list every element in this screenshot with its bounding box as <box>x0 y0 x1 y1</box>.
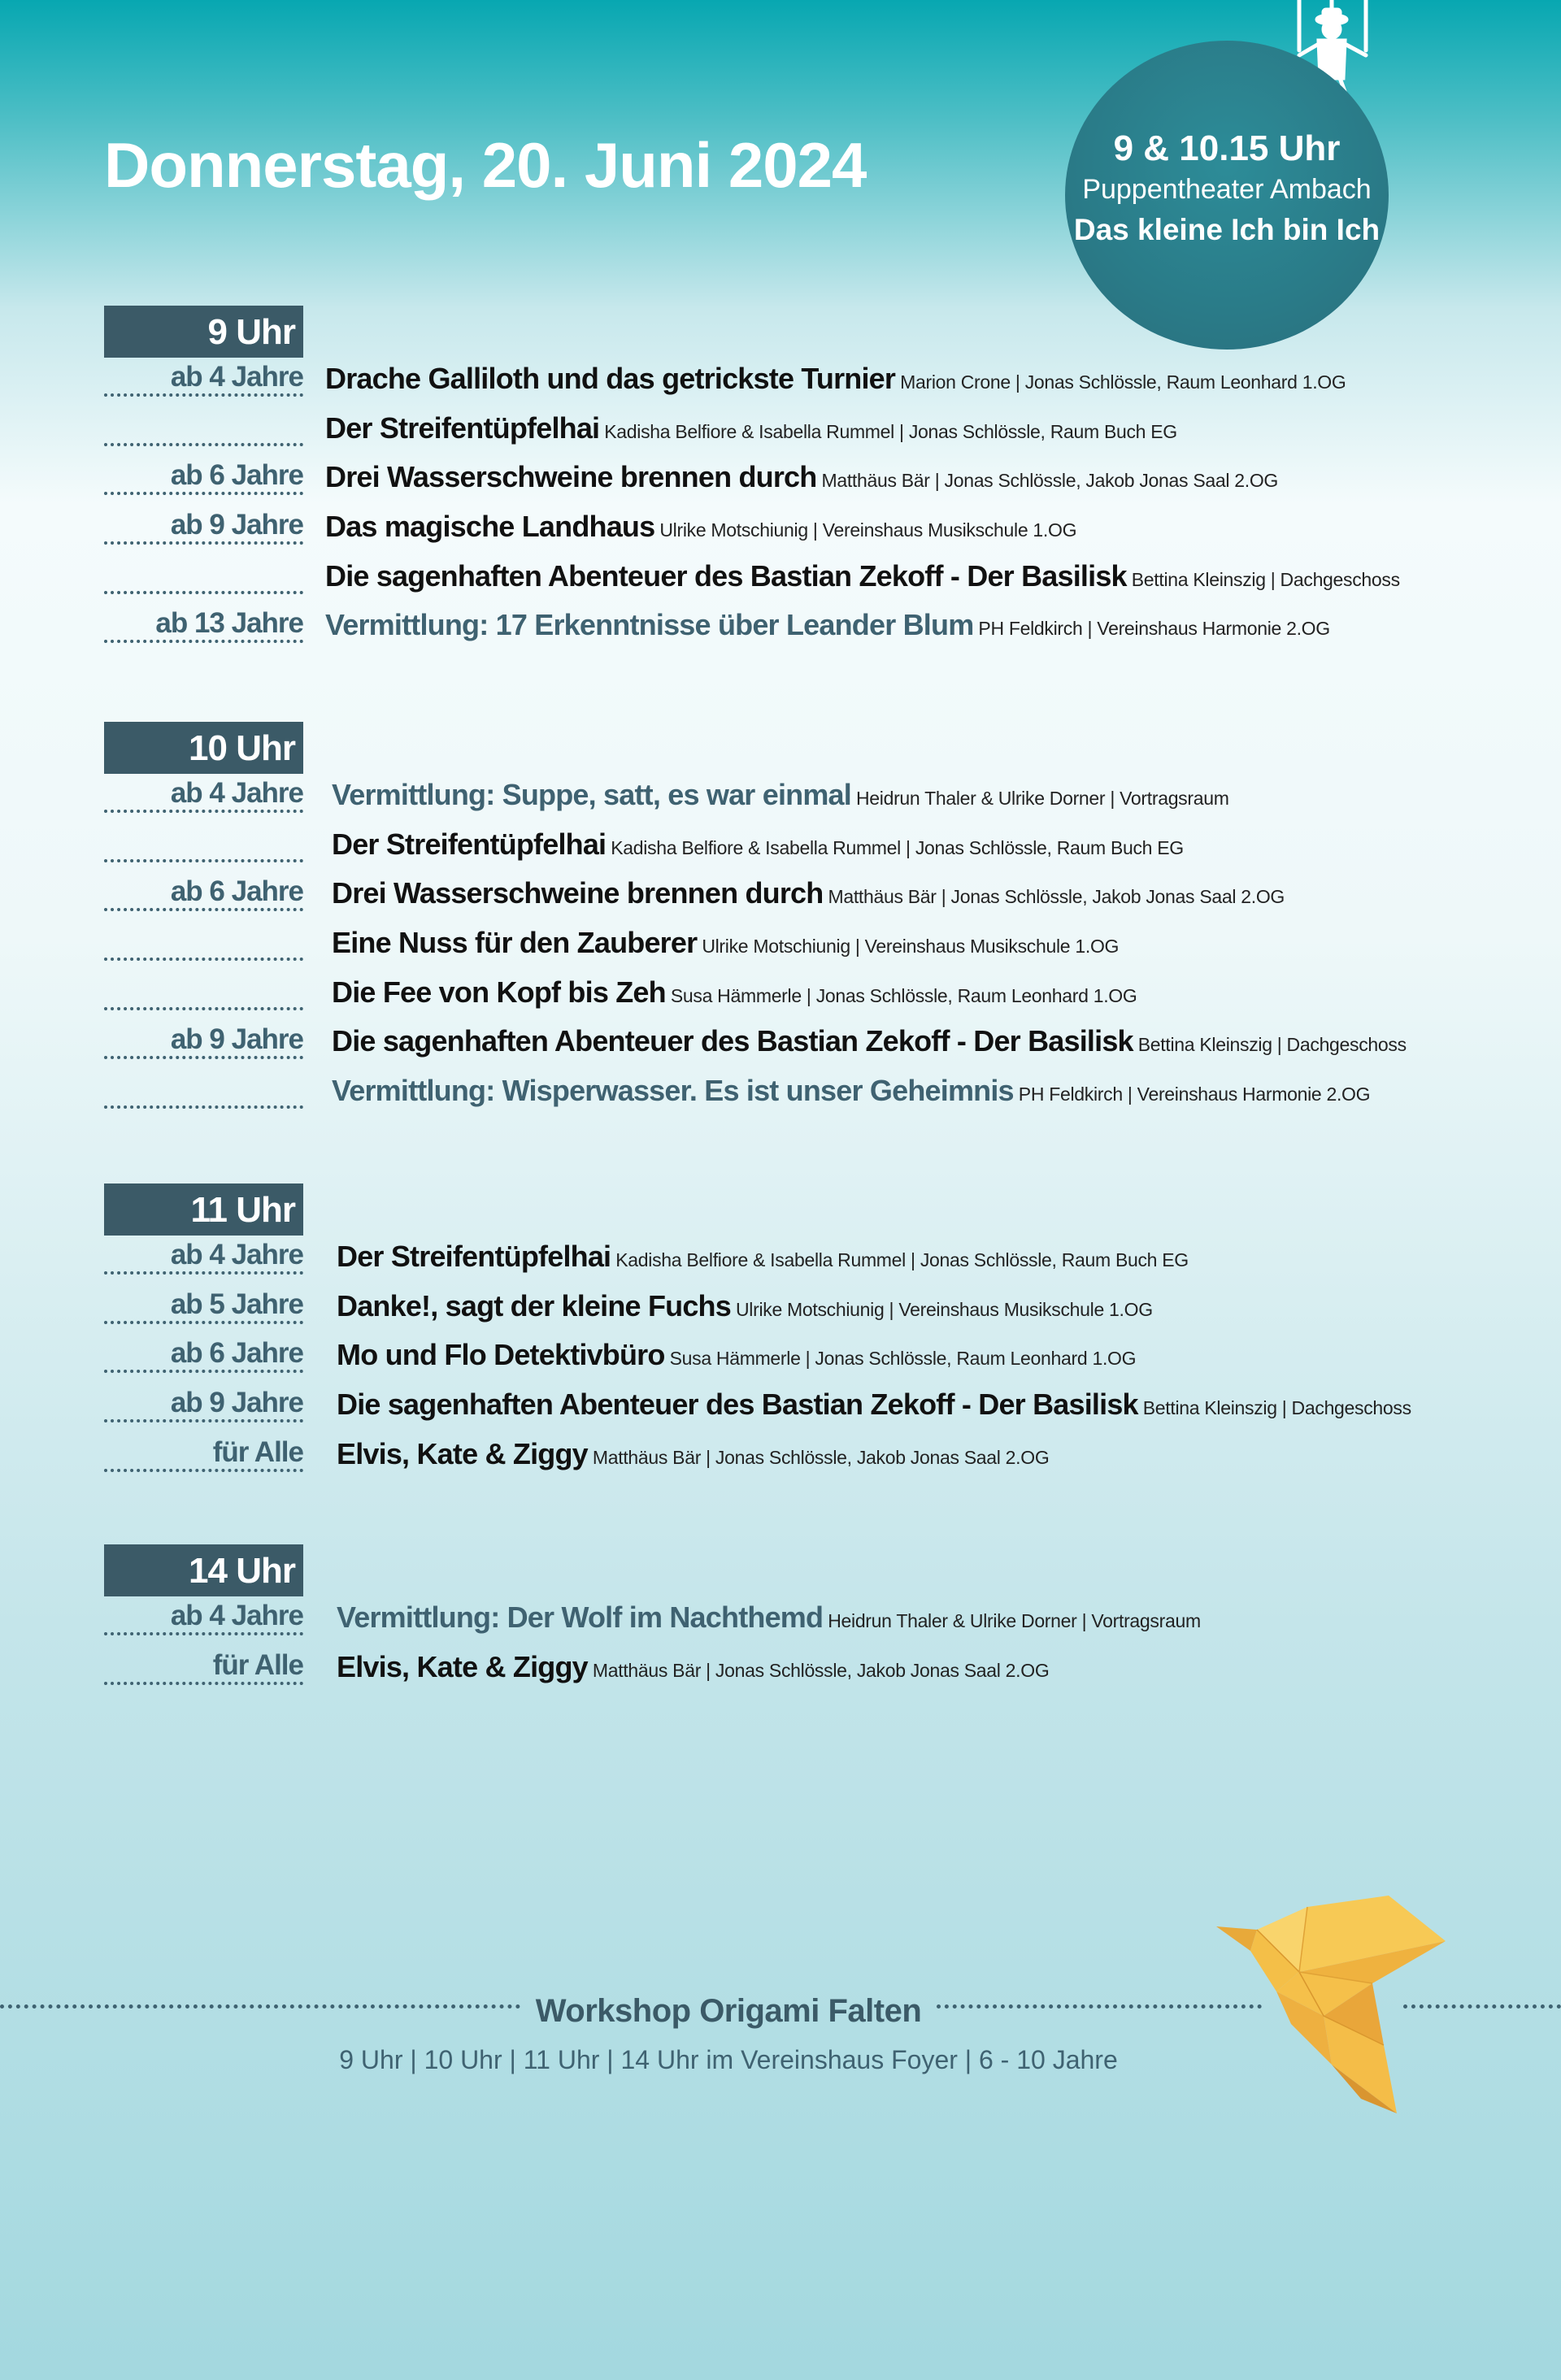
event-info: Ulrike Motschiunig | Vereinshaus Musikschule 1.OG <box>702 936 1120 958</box>
event-title: Das magische Landhaus <box>325 510 655 544</box>
page-title: Donnerstag, 20. Juni 2024 <box>104 129 867 201</box>
workshop-title: Workshop Origami Falten <box>535 1993 922 2029</box>
event-info: Bettina Kleinszig | Dachgeschoss <box>1137 1034 1407 1056</box>
age-label: ab 13 Jahre <box>104 609 303 643</box>
event-info: Ulrike Motschiunig | Vereinshaus Musikschule 1.OG <box>735 1298 1153 1320</box>
event-title: Der Streifentüpfelhai <box>325 410 600 445</box>
age-label <box>104 1075 303 1109</box>
event-title: Die sagenhaften Abenteuer des Bastian Zekoff - Der Basilisk <box>337 1388 1138 1422</box>
schedule-row <box>104 1433 1535 1483</box>
event-title: Der Streifentüpfelhai <box>337 1240 611 1273</box>
event-title: Vermittlung: Suppe, satt, es war einmal <box>332 778 851 811</box>
schedule-row <box>104 1070 1535 1119</box>
age-label <box>104 828 303 862</box>
age-label: für Alle <box>104 1438 303 1472</box>
schedule-row <box>104 971 1535 1021</box>
event-title: Drei Wasserschweine brennen durch <box>325 460 817 494</box>
age-label <box>104 927 303 961</box>
age-label: ab 9 Jahre <box>104 1388 303 1422</box>
schedule-row <box>104 604 1535 654</box>
schedule-section-11 <box>104 1183 1535 1482</box>
featured-show-title: Das kleine Ich bin Ich <box>1073 213 1381 246</box>
schedule-section-9 <box>104 306 1535 654</box>
event-title: Danke!, sagt der kleine Fuchs <box>337 1288 731 1322</box>
event-info: PH Feldkirch | Vereinshaus Harmonie 2.OG <box>978 618 1330 640</box>
schedule-row <box>104 407 1535 457</box>
age-label: ab 4 Jahre <box>104 1601 303 1635</box>
event-title: Die Fee von Kopf bis Zeh <box>332 975 666 1009</box>
event-info: Matthäus Bär | Jonas Schlössle, Jakob Jonas Saal 2.OG <box>821 470 1279 492</box>
age-label <box>104 412 303 446</box>
schedule-row <box>104 1646 1535 1696</box>
event-info: Heidrun Thaler & Ulrike Dorner | Vortragsraum <box>855 788 1229 809</box>
schedule-section-14 <box>104 1544 1535 1695</box>
event-info: Kadisha Belfiore & Isabella Rummel | Jonas Schlössle, Raum Buch EG <box>611 836 1184 858</box>
workshop-details: 9 Uhr | 10 Uhr | 11 Uhr | 14 Uhr im Vereinshaus Foyer | 6 - 10 Jahre <box>339 2045 1118 2074</box>
event-title: Mo und Flo Detektivbüro <box>337 1338 665 1372</box>
event-info: Susa Hämmerle | Jonas Schlössle, Raum Leonhard 1.OG <box>669 1348 1137 1370</box>
schedule-row <box>104 555 1535 605</box>
event-info: Matthäus Bär | Jonas Schlössle, Jakob Jonas Saal 2.OG <box>592 1659 1050 1681</box>
schedule-row <box>104 1285 1535 1335</box>
event-info: Susa Hämmerle | Jonas Schlössle, Raum Leonhard 1.OG <box>670 984 1137 1006</box>
time-badge: 11 Uhr <box>104 1183 303 1236</box>
event-title: Drache Galliloth und das getrickste Turnier <box>325 362 896 395</box>
schedule-row <box>104 823 1535 873</box>
event-title: Vermittlung: Der Wolf im Nachthemd <box>337 1600 824 1634</box>
time-badge: 10 Uhr <box>104 722 303 774</box>
schedule-row <box>104 358 1535 407</box>
featured-show-venue: Puppentheater Ambach <box>1082 174 1372 205</box>
origami-bird-icon <box>1210 1894 1454 2122</box>
age-label: ab 4 Jahre <box>104 363 303 397</box>
event-info: Bettina Kleinszig | Dachgeschoss <box>1142 1397 1411 1419</box>
schedule-section-10 <box>104 722 1535 1119</box>
event-title: Elvis, Kate & Ziggy <box>337 1649 588 1683</box>
schedule-row <box>104 456 1535 506</box>
age-label: ab 9 Jahre <box>104 1025 303 1059</box>
age-label: ab 4 Jahre <box>104 779 303 813</box>
age-label: ab 6 Jahre <box>104 1339 303 1373</box>
schedule-row <box>104 1596 1535 1646</box>
age-label: ab 4 Jahre <box>104 1240 303 1275</box>
event-title: Der Streifentüpfelhai <box>332 827 607 861</box>
schedule-row <box>104 774 1535 823</box>
featured-show-time: 9 & 10.15 Uhr <box>1113 128 1341 168</box>
event-title: Vermittlung: Wisperwasser. Es ist unser Geheimnis <box>332 1074 1014 1108</box>
age-label: für Alle <box>104 1651 303 1685</box>
event-title: Eine Nuss für den Zauberer <box>332 926 698 960</box>
event-info: Kadisha Belfiore & Isabella Rummel | Jonas Schlössle, Raum Buch EG <box>604 420 1177 442</box>
event-title: Elvis, Kate & Ziggy <box>337 1436 588 1470</box>
time-badge: 9 Uhr <box>104 306 303 358</box>
age-label: ab 5 Jahre <box>104 1290 303 1324</box>
age-label <box>104 976 303 1010</box>
age-label: ab 6 Jahre <box>104 877 303 911</box>
time-badge: 14 Uhr <box>104 1544 303 1596</box>
event-info: Bettina Kleinszig | Dachgeschoss <box>1131 568 1400 590</box>
event-info: Heidrun Thaler & Ulrike Dorner | Vortragsraum <box>828 1610 1201 1631</box>
schedule-row <box>104 506 1535 555</box>
schedule-row <box>104 1020 1535 1070</box>
age-label: ab 6 Jahre <box>104 461 303 495</box>
event-title: Die sagenhaften Abenteuer des Bastian Zekoff - Der Basilisk <box>332 1024 1133 1058</box>
schedule-row <box>104 872 1535 922</box>
event-info: PH Feldkirch | Vereinshaus Harmonie 2.OG <box>1018 1084 1371 1105</box>
event-info: Kadisha Belfiore & Isabella Rummel | Jonas Schlössle, Raum Buch EG <box>615 1249 1189 1270</box>
event-title: Drei Wasserschweine brennen durch <box>332 876 824 910</box>
schedule-row <box>104 1383 1535 1433</box>
event-info: Ulrike Motschiunig | Vereinshaus Musikschule 1.OG <box>659 519 1077 541</box>
featured-show-badge <box>1065 41 1389 350</box>
event-info: Matthäus Bär | Jonas Schlössle, Jakob Jonas Saal 2.OG <box>828 886 1285 908</box>
event-title: Die sagenhaften Abenteuer des Bastian Zekoff - Der Basilisk <box>325 558 1127 593</box>
age-label: ab 9 Jahre <box>104 510 303 545</box>
schedule-row <box>104 1334 1535 1383</box>
schedule-row <box>104 922 1535 971</box>
event-info: Marion Crone | Jonas Schlössle, Raum Leonhard 1.OG <box>900 371 1346 393</box>
event-title: Vermittlung: 17 Erkenntnisse über Leander Blum <box>325 608 974 642</box>
event-info: Matthäus Bär | Jonas Schlössle, Jakob Jonas Saal 2.OG <box>592 1446 1050 1468</box>
schedule-row <box>104 1236 1535 1285</box>
age-label <box>104 560 303 594</box>
